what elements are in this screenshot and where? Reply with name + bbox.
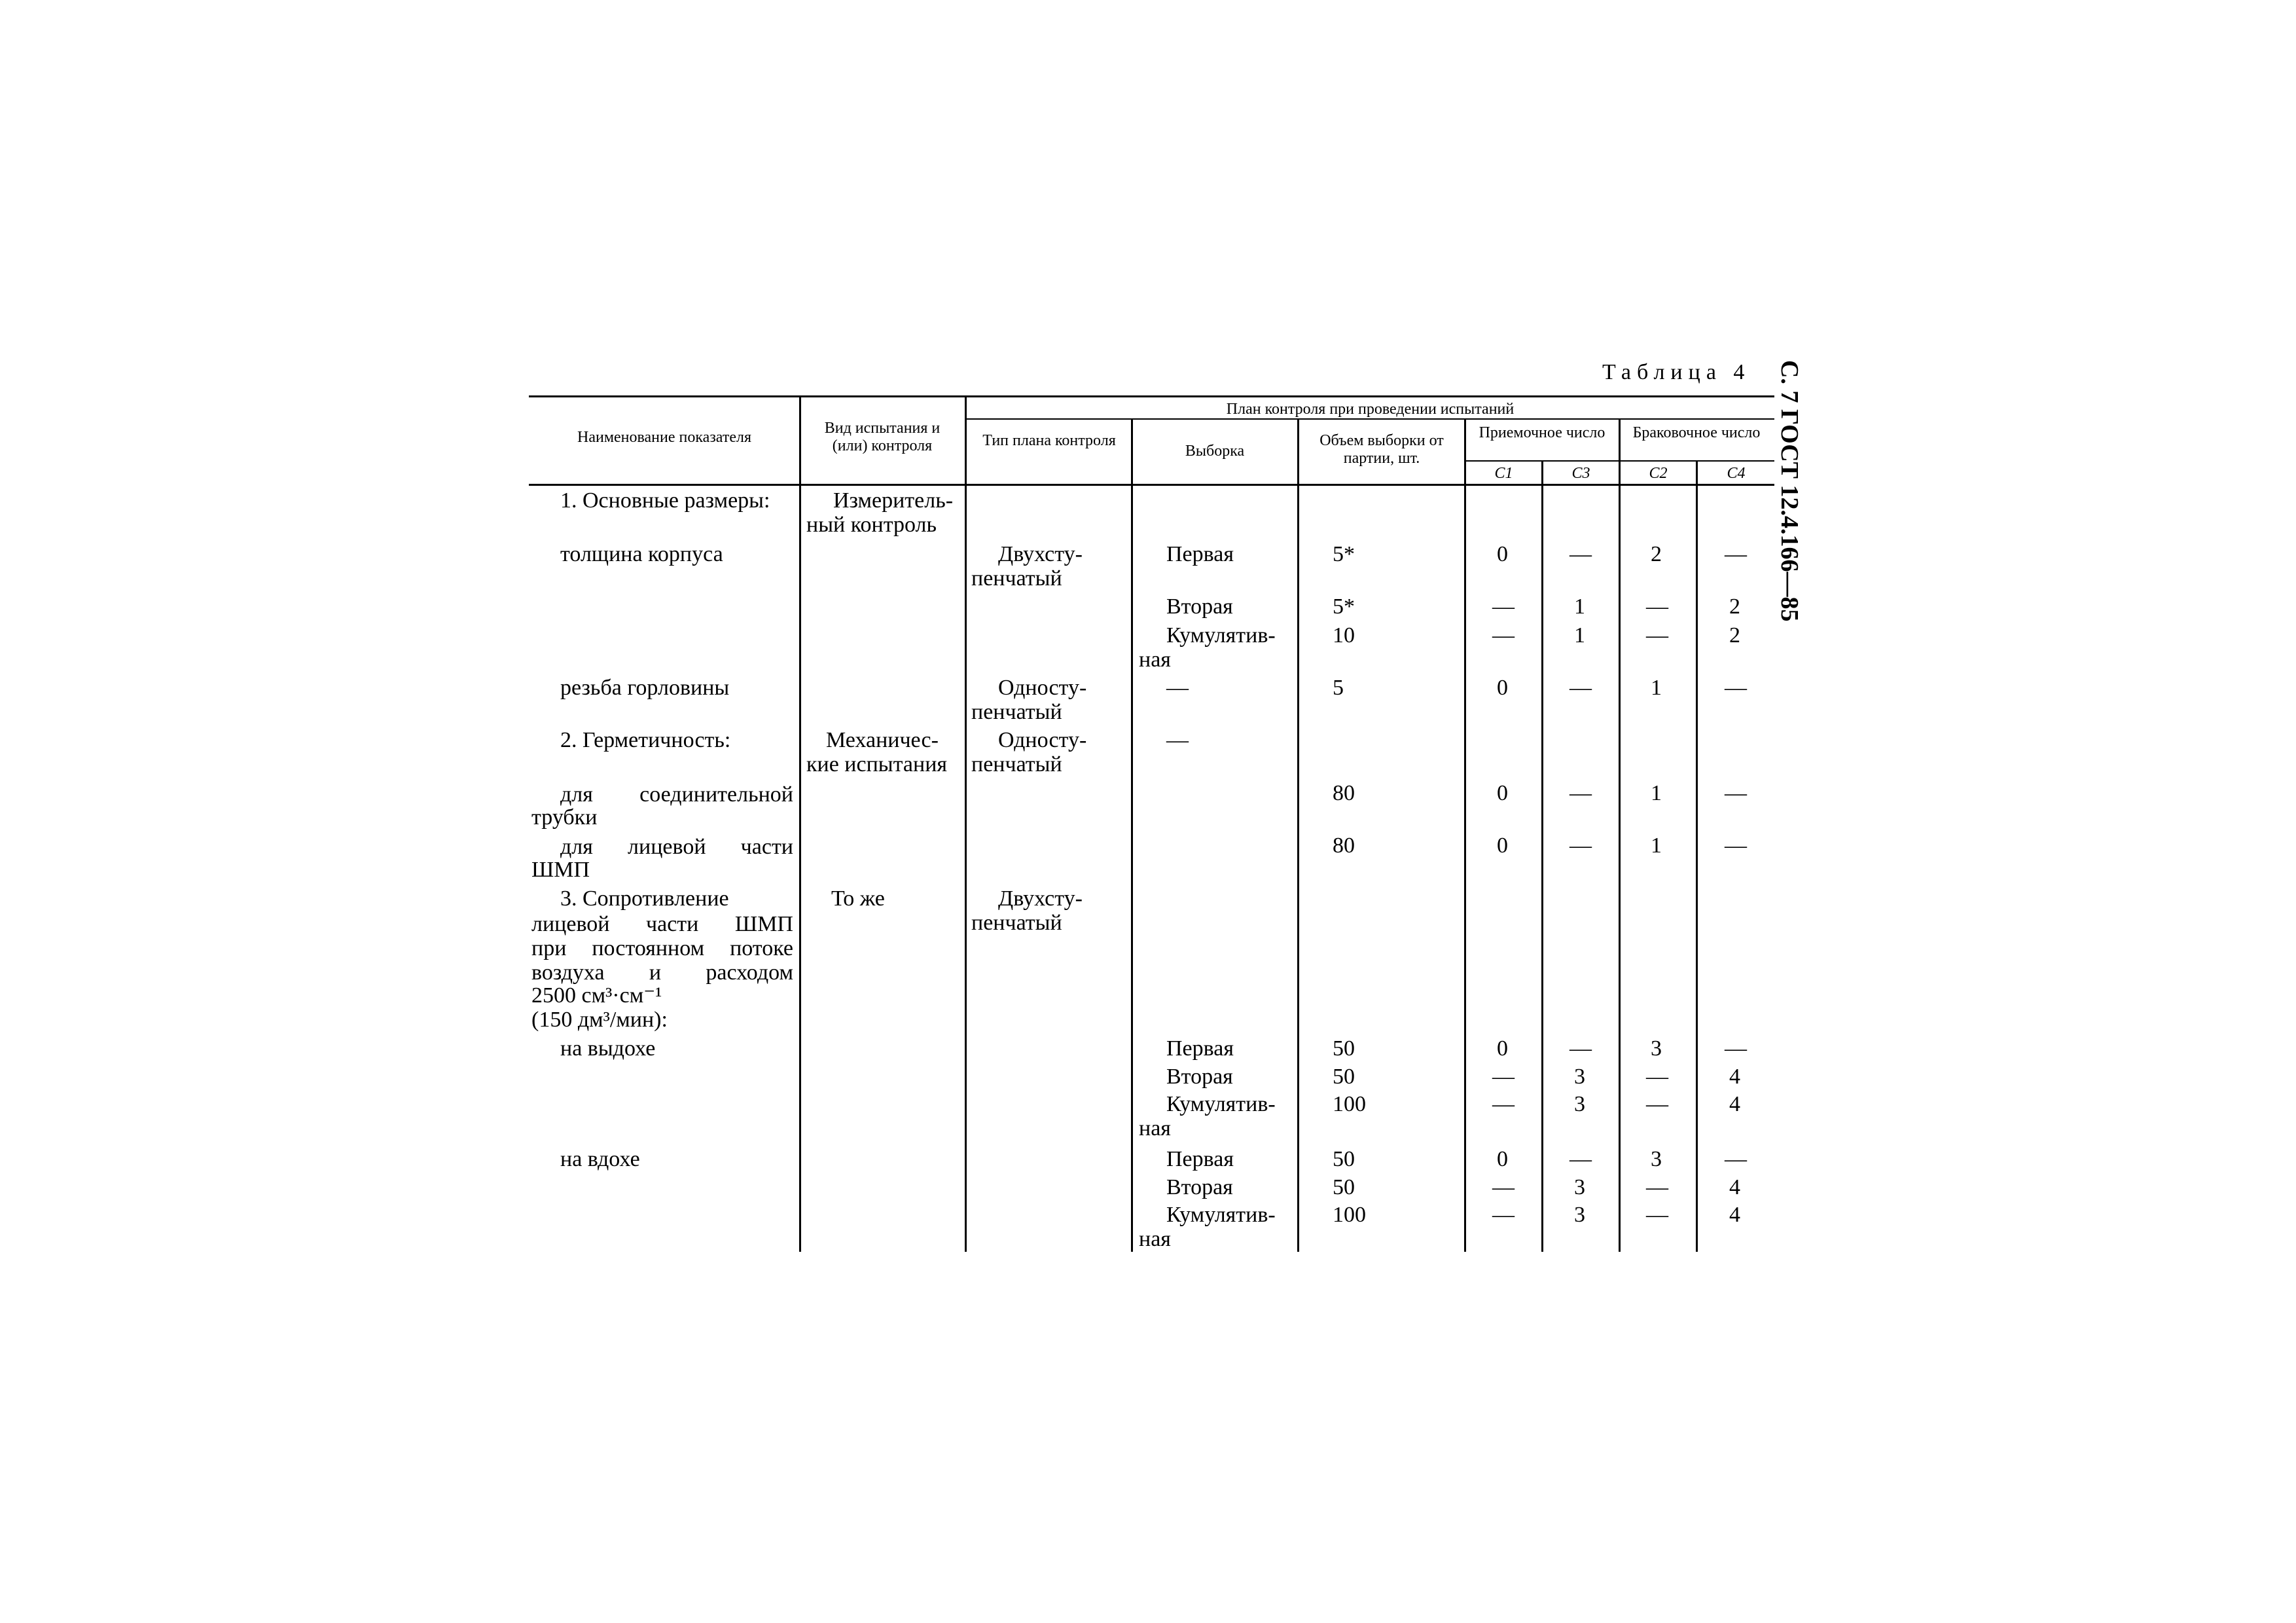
thickness-cum-c3: 1 <box>1574 623 1585 647</box>
inhale-size-second: 50 <box>1333 1175 1355 1199</box>
header-bottom-rule <box>529 484 1774 486</box>
inhale-sample-cum-line2: ная <box>1139 1227 1171 1251</box>
inhale-cum-c4: 4 <box>1729 1203 1740 1227</box>
row3-l2-word-2: части <box>646 912 699 936</box>
row3-l3-word-2: постоянном <box>592 936 705 960</box>
inhale-second-c1: — <box>1492 1175 1515 1199</box>
row3-l4-word-2: и <box>649 960 662 985</box>
header-c4: C4 <box>1727 465 1746 482</box>
exhale-cum-c2: — <box>1646 1092 1668 1116</box>
thread-c1: 0 <box>1497 676 1508 700</box>
header-accept: Приемочное число <box>1479 424 1605 441</box>
exhale-cum-c3: 3 <box>1574 1092 1585 1116</box>
thread-plan-line2: пенчатый <box>971 700 1062 724</box>
header-test-type: Вид испытания и (или) контроля <box>824 420 941 454</box>
inhale-first-c3: — <box>1570 1147 1592 1171</box>
tube-word-1: для <box>560 782 593 807</box>
row3-name-line6: (150 дм³/мин): <box>531 1008 668 1032</box>
exhale-sample-cum-line1: Кумулятив- <box>1166 1092 1276 1116</box>
face-name-line1 <box>560 835 793 860</box>
row3-name-line5: 2500 см³·см⁻¹ <box>531 983 662 1008</box>
header-sample: Выборка <box>1185 443 1245 460</box>
thread-plan-line1: Односту- <box>998 676 1087 700</box>
row3-l2-word-1: лицевой <box>531 912 610 936</box>
row1-test-line1: Измеритель- <box>833 488 954 513</box>
thickness-sample-first: Первая <box>1166 542 1234 566</box>
face-word-2: лицевой <box>628 835 706 859</box>
inhale-cum-c1: — <box>1492 1203 1515 1227</box>
header-reject: Браковочное число <box>1632 424 1761 441</box>
page-side-header: С. 7 ГОСТ 12.4.166—85 <box>1776 360 1803 622</box>
header-sample-size: Объем выборки от партии, шт. <box>1319 432 1444 467</box>
col-divider-1 <box>799 395 801 1252</box>
thread-c2: 1 <box>1651 676 1662 700</box>
thread-c3: — <box>1570 676 1592 700</box>
exhale-first-c3: — <box>1570 1036 1592 1061</box>
row3-test: То же <box>831 886 885 911</box>
exhale-first-c1: 0 <box>1497 1036 1508 1061</box>
exhale-cum-c1: — <box>1492 1092 1515 1116</box>
exhale-name: на выдохе <box>560 1036 656 1061</box>
col-divider-4 <box>1297 418 1299 1252</box>
exhale-second-c2: — <box>1646 1065 1668 1089</box>
row3-l2-word-3: ШМП <box>734 912 793 936</box>
thickness-name: толщина корпуса <box>560 542 723 566</box>
thickness-first-c4: — <box>1725 542 1747 566</box>
row2-name: 2. Герметичность: <box>560 728 731 752</box>
row3-name-line1: 3. Сопротивление <box>560 886 729 911</box>
plan-group-rule <box>965 418 1774 420</box>
exhale-second-c4: 4 <box>1729 1065 1740 1089</box>
face-name-line2: ШМП <box>531 858 590 882</box>
tube-c1: 0 <box>1497 781 1508 805</box>
row3-l4-word-1: воздуха <box>531 960 605 985</box>
col-divider-3 <box>1131 418 1133 1252</box>
face-word-3: части <box>740 835 793 859</box>
face-word-1: для <box>560 835 593 859</box>
row3-l3-word-1: при <box>531 936 567 960</box>
thickness-size-first: 5* <box>1333 542 1355 566</box>
face-size: 80 <box>1333 833 1355 858</box>
col-divider-7 <box>1619 418 1621 1252</box>
inhale-first-c2: 3 <box>1651 1147 1662 1171</box>
col-divider-6 <box>1541 460 1543 1252</box>
thread-size: 5 <box>1333 676 1344 700</box>
inhale-second-c2: — <box>1646 1175 1668 1199</box>
exhale-first-c4: — <box>1725 1036 1747 1061</box>
exhale-size-first: 50 <box>1333 1036 1355 1061</box>
exhale-cum-c4: 4 <box>1729 1092 1740 1116</box>
thickness-size-cum: 10 <box>1333 623 1355 647</box>
thickness-cum-c1: — <box>1492 623 1515 647</box>
tube-c3: — <box>1570 781 1592 805</box>
exhale-second-c1: — <box>1492 1065 1515 1089</box>
header-c2: C2 <box>1649 465 1668 482</box>
tube-name-line2: трубки <box>531 805 598 830</box>
inhale-cum-c2: — <box>1646 1203 1668 1227</box>
exhale-sample-cum-line2: ная <box>1139 1116 1171 1140</box>
row1-test-line2: ный контроль <box>806 513 937 537</box>
exhale-sample-first: Первая <box>1166 1036 1234 1061</box>
row2-test-line1: Механичес- <box>826 728 939 752</box>
col-divider-2 <box>965 395 967 1252</box>
inhale-size-first: 50 <box>1333 1147 1355 1171</box>
header-c1: C1 <box>1494 465 1513 482</box>
inhale-name: на вдохе <box>560 1147 640 1171</box>
thickness-second-c2: — <box>1646 594 1668 619</box>
thickness-plan-line2: пенчатый <box>971 566 1062 591</box>
row2-test-line2: кие испытания <box>806 752 948 776</box>
row2-plan-line1: Односту- <box>998 728 1087 752</box>
row2-plan-line2: пенчатый <box>971 752 1062 776</box>
thickness-first-c2: 2 <box>1651 542 1662 566</box>
thickness-first-c1: 0 <box>1497 542 1508 566</box>
col-divider-5 <box>1464 418 1466 1252</box>
tube-name-line1 <box>560 782 793 807</box>
col-divider-8 <box>1696 460 1698 1252</box>
table-caption: Таблица 4 <box>1602 360 1751 384</box>
tube-size: 80 <box>1333 781 1355 805</box>
row3-l3-word-3: потоке <box>730 936 793 960</box>
exhale-second-c3: 3 <box>1574 1065 1585 1089</box>
row3-name-line4 <box>531 960 793 985</box>
thread-name: резьба горловины <box>560 676 730 700</box>
table-top-rule <box>529 395 1774 397</box>
face-c2: 1 <box>1651 833 1662 858</box>
thread-sample: — <box>1166 676 1189 700</box>
tube-word-2: соединительной <box>639 782 793 807</box>
inhale-sample-first: Первая <box>1166 1147 1234 1171</box>
inhale-first-c4: — <box>1725 1147 1747 1171</box>
thickness-sample-cum-line2: ная <box>1139 647 1171 672</box>
thickness-cum-c4: 2 <box>1729 623 1740 647</box>
row2-sample: — <box>1166 728 1189 752</box>
exhale-first-c2: 3 <box>1651 1036 1662 1061</box>
exhale-sample-second: Вторая <box>1166 1065 1233 1089</box>
face-c1: 0 <box>1497 833 1508 858</box>
row3-name-line3 <box>531 936 793 961</box>
row3-plan-line1: Двухсту- <box>998 886 1083 911</box>
header-plan-group: План контроля при проведении испытаний <box>1226 401 1515 418</box>
thickness-first-c3: — <box>1570 542 1592 566</box>
header-plan-type: Тип плана контроля <box>982 432 1116 449</box>
face-c4: — <box>1725 833 1747 858</box>
inhale-sample-cum-line1: Кумулятив- <box>1166 1203 1276 1227</box>
inhale-first-c1: 0 <box>1497 1147 1508 1171</box>
row1-name: 1. Основные размеры: <box>560 488 770 513</box>
header-c3: C3 <box>1571 465 1590 482</box>
inhale-sample-second: Вторая <box>1166 1175 1233 1199</box>
thickness-sample-cum-line1: Кумулятив- <box>1166 623 1276 647</box>
thickness-sample-second: Вторая <box>1166 594 1233 619</box>
thickness-plan-line1: Двухсту- <box>998 542 1083 566</box>
row3-name-line2 <box>531 912 793 937</box>
tube-c4: — <box>1725 781 1747 805</box>
thickness-second-c4: 2 <box>1729 594 1740 619</box>
tube-c2: 1 <box>1651 781 1662 805</box>
inhale-size-cum: 100 <box>1333 1203 1366 1227</box>
thickness-second-c1: — <box>1492 594 1515 619</box>
row3-plan-line2: пенчатый <box>971 911 1062 935</box>
face-c3: — <box>1570 833 1592 858</box>
thread-c4: — <box>1725 676 1747 700</box>
thickness-size-second: 5* <box>1333 594 1355 619</box>
thickness-cum-c2: — <box>1646 623 1668 647</box>
thickness-second-c3: 1 <box>1574 594 1585 619</box>
inhale-second-c4: 4 <box>1729 1175 1740 1199</box>
row3-l4-word-3: расходом <box>706 960 793 985</box>
header-indicator: Наименование показателя <box>577 429 751 446</box>
inhale-second-c3: 3 <box>1574 1175 1585 1199</box>
exhale-size-cum: 100 <box>1333 1092 1366 1116</box>
exhale-size-second: 50 <box>1333 1065 1355 1089</box>
inhale-cum-c3: 3 <box>1574 1203 1585 1227</box>
